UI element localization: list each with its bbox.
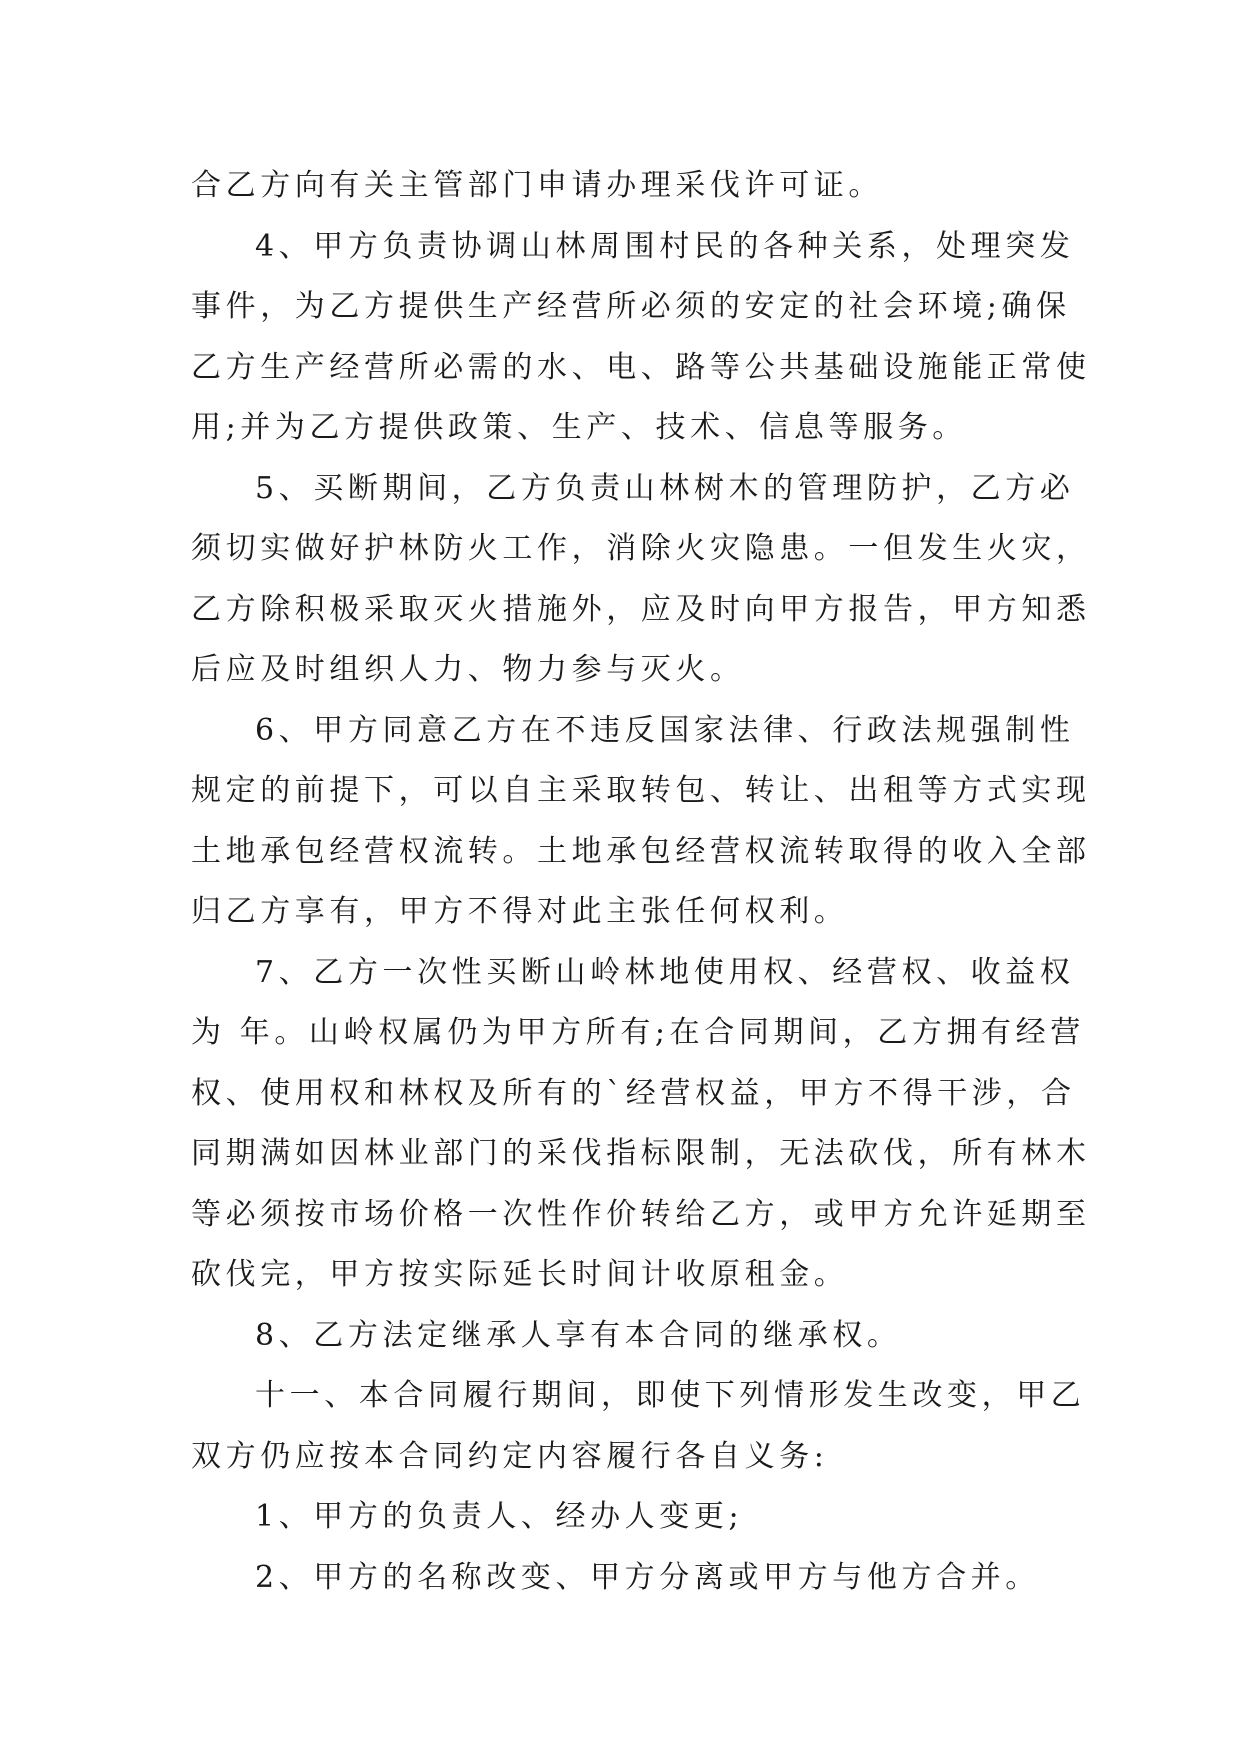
text-line: 用;并为乙方提供政策、生产、技术、信息等服务。 [191,410,967,445]
text-line: 乙方除积极采取灭火措施外，应及时向甲方报告，甲方知悉 [191,591,1091,627]
text-line: 规定的前提下，可以自主采取转包、转让、出租等方式实现 [191,773,1091,808]
text-line: 双方仍应按本合同约定内容履行各自义务: [191,1438,829,1474]
text-line: 事件，为乙方提供生产经营所必须的安定的社会环境;确保 [191,289,1071,324]
text-line: 砍伐完，甲方按实际延长时间计收原租金。 [191,1257,849,1292]
text-line: 6、甲方同意乙方在不违反国家法律、行政法规强制性 [255,712,1075,748]
text-line: 同期满如因林业部门的采伐指标限制，无法砍伐，所有林木 [191,1136,1091,1171]
text-line: 权、使用权和林权及所有的`经营权益，甲方不得干涉，合 [191,1075,1076,1111]
text-line: 1、甲方的负责人、经办人变更; [255,1499,744,1534]
text-line: 4、甲方负责协调山林周围村民的各种关系，处理突发 [255,228,1075,264]
text-line: 5、买断期间，乙方负责山林树木的管理防护，乙方必 [255,470,1075,506]
text-line: 7、乙方一次性买断山岭林地使用权、经营权、收益权 [255,954,1075,990]
text-line: 2、甲方的名称改变、甲方分离或甲方与他方合并。 [255,1559,1040,1595]
text-line: 归乙方享有，甲方不得对此主张任何权利。 [191,894,849,929]
text-line: 合乙方向有关主管部门申请办理采伐许可证。 [191,168,883,203]
text-line: 后应及时组织人力、物力参与灭火。 [191,652,745,687]
text-line: 土地承包经营权流转。土地承包经营权流转取得的收入全部 [191,833,1091,869]
text-line: 等必须按市场价格一次性作价转给乙方，或甲方允许延期至 [191,1196,1091,1232]
text-line: 乙方生产经营所必需的水、电、路等公共基础设施能正常使 [191,349,1091,385]
text-line: 8、乙方法定继承人享有本合同的继承权。 [255,1317,902,1353]
text-line: 须切实做好护林防火工作，消除火灾隐患。一但发生火灾， [191,531,1091,566]
text-line: 十一、本合同履行期间，即使下列情形发生改变，甲乙 [255,1378,1086,1413]
text-line: 为 年。山岭权属仍为甲方所有;在合同期间，乙方拥有经营 [191,1015,1085,1050]
document-body [191,156,1091,1608]
